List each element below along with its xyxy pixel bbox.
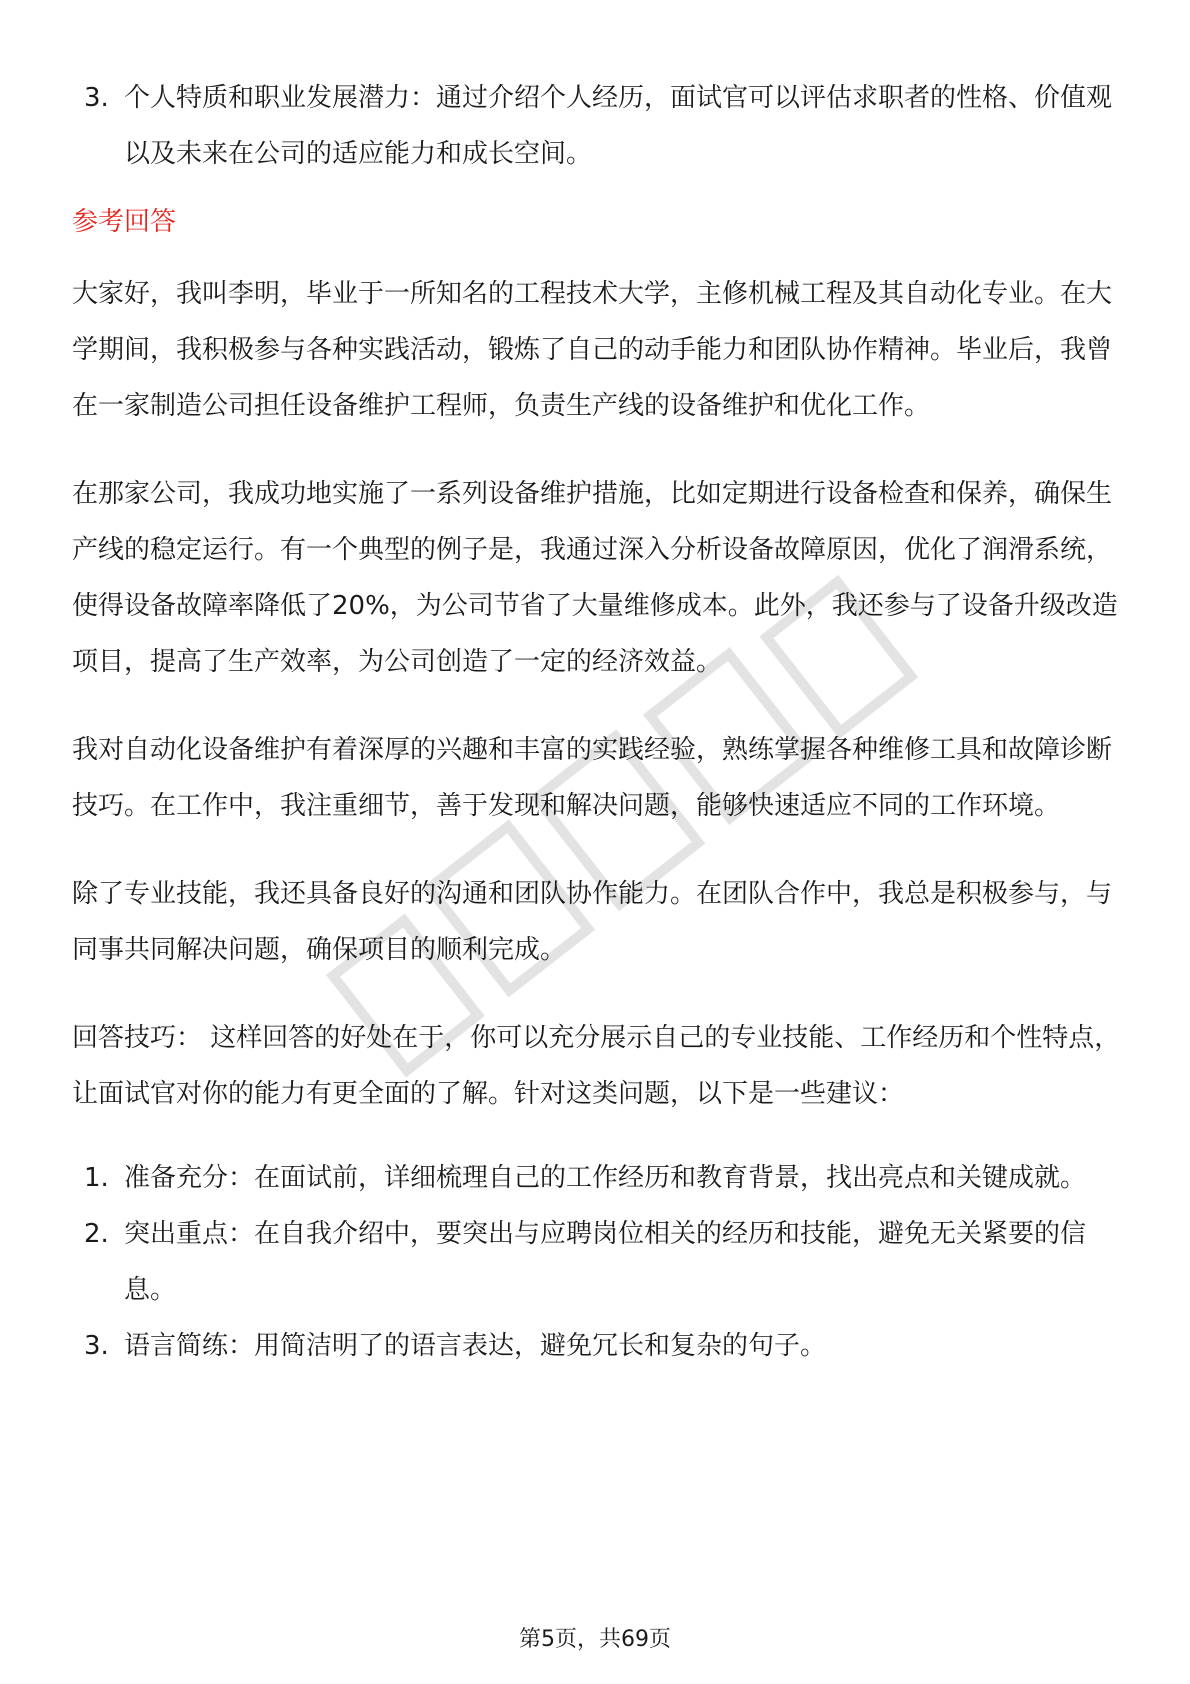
document-body xyxy=(72,70,1132,1374)
answer-paragraph-1: 大家好，我叫李明，毕业于一所知名的工程技术大学，主修机械工程及其自动化专业。在大学期间，我积极参与各种实践活动，锻炼了自己的动手能力和团队协作精神。毕业后，我曾在一家制造公司担任设备维护工程师，负责生产线的设备维护和优化工作。 xyxy=(72,279,1113,421)
list-item-text: 语言简练：用简洁明了的语言表达，避免冗长和复杂的句子。 xyxy=(124,1331,827,1361)
section-heading: 参考回答 xyxy=(72,207,177,237)
answer-paragraph-2: 在那家公司，我成功地实施了一系列设备维护措施，比如定期进行设备检查和保养，确保生产线的稳定运行。有一个典型的例子是，我通过深入分析设备故障原因，优化了润滑系统，使得设备故障率降低了20%，为公司节省了大量维修成本。此外，我还参与了设备升级改造项目，提高了生产效率，为公司创造了一定的经济效益。 xyxy=(72,479,1118,677)
list-item xyxy=(72,1318,1132,1374)
list-item-text: 突出重点：在自我介绍中，要突出与应聘岗位相关的经历和技能，避免无关紧要的信息。 xyxy=(124,1219,1087,1305)
list-number: 2. xyxy=(84,1219,109,1249)
list-item xyxy=(72,1206,1132,1318)
tips-list xyxy=(72,1150,1132,1374)
list-number: 3. xyxy=(84,83,109,113)
list-item xyxy=(72,1150,1132,1206)
list-number: 1. xyxy=(84,1163,109,1193)
list-number: 3. xyxy=(84,1331,109,1361)
answer-paragraph-4: 除了专业技能，我还具备良好的沟通和团队协作能力。在团队合作中，我总是积极参与，与同事共同解决问题，确保项目的顺利完成。 xyxy=(72,879,1113,965)
list-item xyxy=(72,70,1132,182)
answer-tips-paragraph: 回答技巧： 这样回答的好处在于，你可以充分展示自己的专业技能、工作经历和个性特点，让面试官对你的能力有更全面的了解。针对这类问题，以下是一些建议： xyxy=(72,1023,1121,1109)
answer-paragraph-3: 我对自动化设备维护有着深厚的兴趣和丰富的实践经验，熟练掌握各种维修工具和故障诊断技巧。在工作中，我注重细节，善于发现和解决问题，能够快速适应不同的工作环境。 xyxy=(72,735,1113,821)
page-footer: 第5页，共69页 xyxy=(519,1627,671,1652)
intro-list xyxy=(72,70,1132,182)
list-item-text: 准备充分：在面试前，详细梳理自己的工作经历和教育背景，找出亮点和关键成就。 xyxy=(124,1163,1087,1193)
list-item-text: 个人特质和职业发展潜力：通过介绍个人经历，面试官可以评估求职者的性格、价值观以及未来在公司的适应能力和成长空间。 xyxy=(124,83,1113,169)
